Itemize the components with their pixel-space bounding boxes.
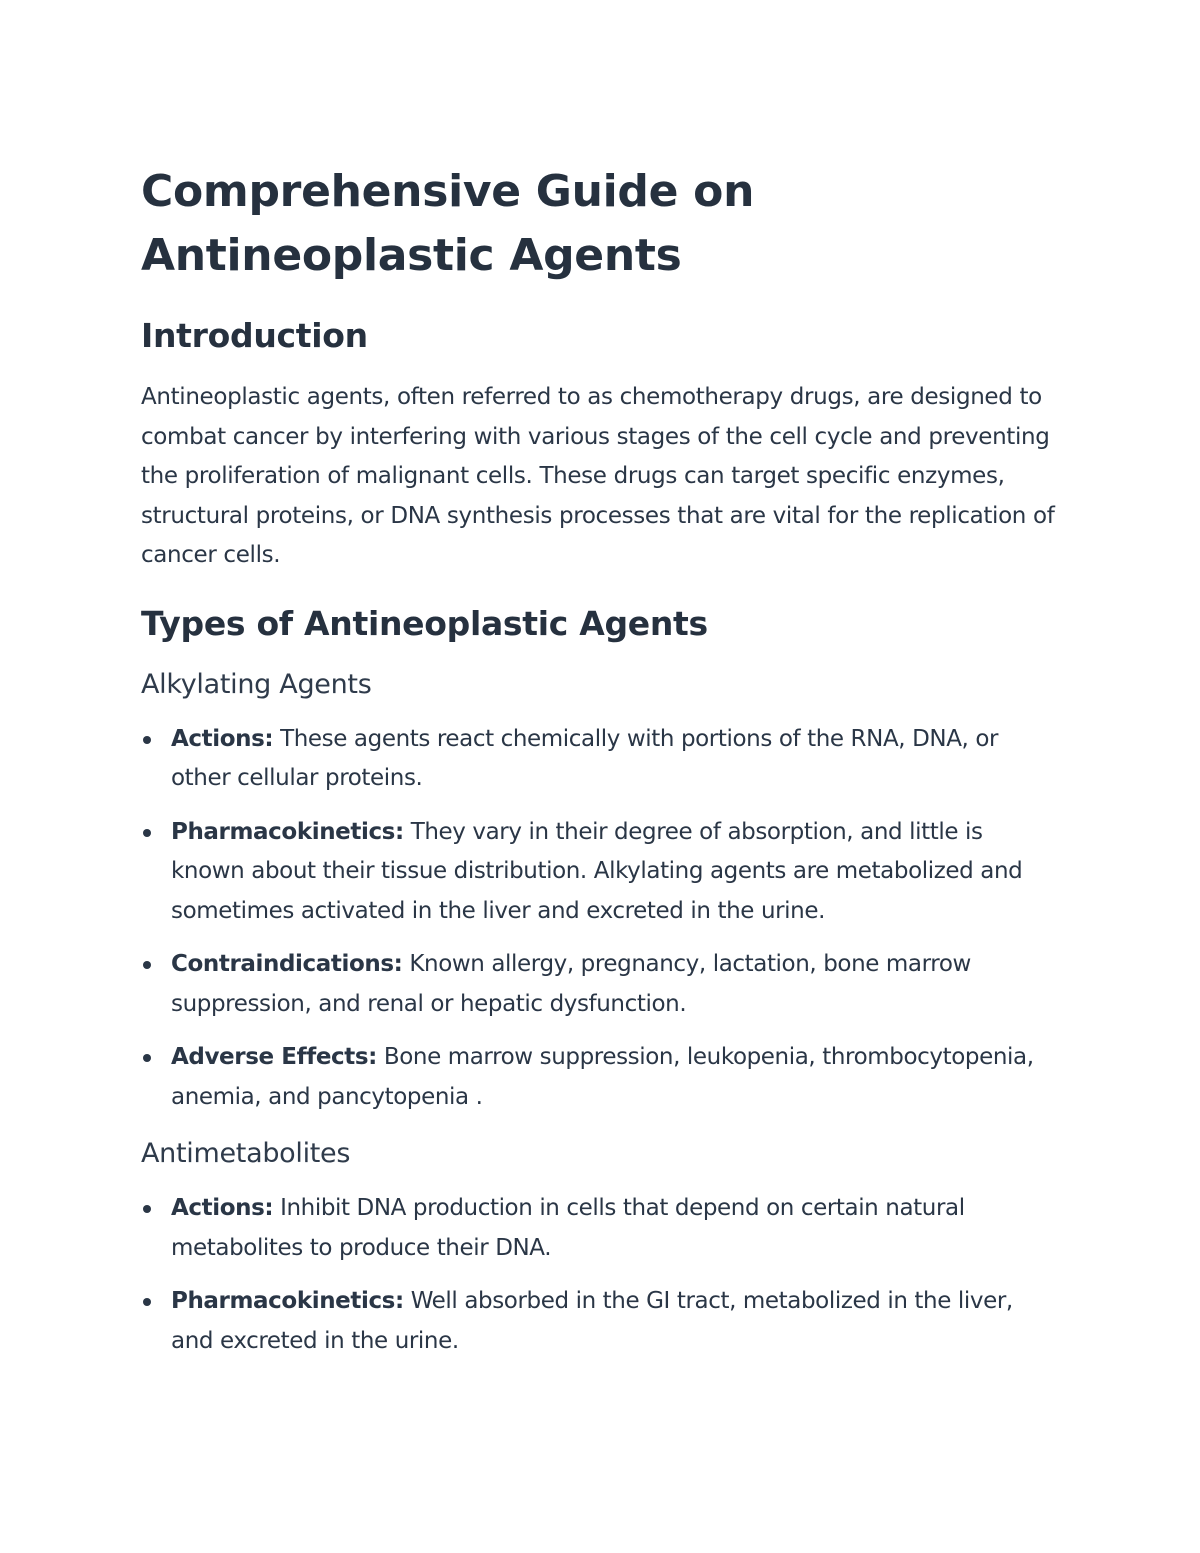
item-text: Inhibit DNA production in cells that depend on certain natural metabolites to produce their DNA. xyxy=(171,1195,965,1261)
item-text: Well absorbed in the GI tract, metabolized in the liver, and excreted in the urine. xyxy=(171,1288,1013,1354)
bullet-icon xyxy=(143,961,151,969)
alkylating-agents-list xyxy=(141,720,1061,1118)
list-item xyxy=(141,1038,1061,1117)
antimetabolites-heading: Antimetabolites xyxy=(141,1138,351,1169)
item-term: Contraindications: xyxy=(171,951,403,977)
item-term: Actions: xyxy=(171,725,274,752)
document-page xyxy=(141,160,1061,1379)
list-item xyxy=(141,813,1061,932)
item-term: Pharmacokinetics: xyxy=(171,1288,404,1314)
item-term: Adverse Effects: xyxy=(171,1044,377,1070)
bullet-icon xyxy=(143,1054,151,1062)
item-term: Pharmacokinetics: xyxy=(171,818,404,845)
item-term: Actions: xyxy=(171,1195,274,1221)
bullet-icon xyxy=(143,736,151,744)
bullet-icon xyxy=(143,1298,151,1306)
item-text: Known allergy, pregnancy, lactation, bone marrow suppression, and renal or hepatic dysfunction. xyxy=(171,951,971,1017)
item-text: These agents react chemically with portions of the RNA, DNA, or other cellular proteins. xyxy=(171,725,999,791)
introduction-heading: Introduction xyxy=(141,316,368,355)
list-item xyxy=(141,1189,1061,1268)
list-item xyxy=(141,945,1061,1024)
item-text: They vary in their degree of absorption, and little is known about their tissue distribution. Alkylating agents are metabolized and sometimes activated in the liver and excreted in the urine. xyxy=(171,818,1023,924)
item-text: Bone marrow suppression, leukopenia, thrombocytopenia, anemia, and pancytopenia . xyxy=(171,1044,1034,1110)
list-item xyxy=(141,720,1061,799)
document-title xyxy=(141,160,1061,288)
title-line-1: Comprehensive Guide on xyxy=(141,166,755,217)
alkylating-agents-heading: Alkylating Agents xyxy=(141,668,372,700)
bullet-icon xyxy=(143,1205,151,1213)
types-heading: Types of Antineoplastic Agents xyxy=(141,603,708,643)
bullet-icon xyxy=(143,829,151,837)
antimetabolites-list xyxy=(141,1189,1061,1361)
introduction-paragraph: Antineoplastic agents, often referred to as chemotherapy drugs, are designed to combat cancer by interfering with various stages of the cell cycle and preventing the proliferation of malignant cells. These drugs can target specific enzymes, structural proteins, or DNA synthesis processes that are vital for the replication of cancer cells. xyxy=(141,384,1055,568)
list-item xyxy=(141,1282,1061,1361)
title-line-2: Antineoplastic Agents xyxy=(141,230,682,281)
